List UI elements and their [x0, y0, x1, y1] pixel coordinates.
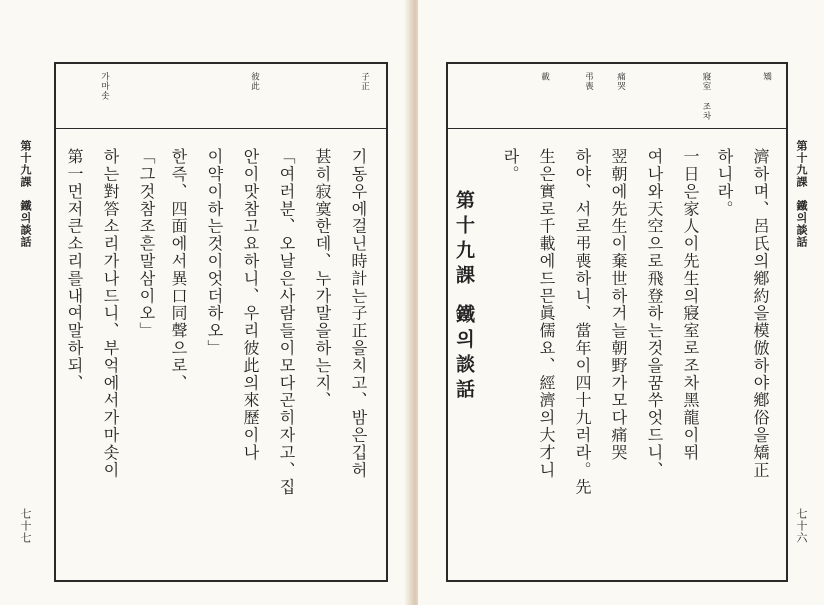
right-edge-header: 第十九課 鐵의談話	[795, 140, 808, 248]
left-edge-header: 第十九課 鐵의談話	[19, 140, 32, 248]
gloss-5: 載	[539, 72, 550, 82]
gloss-3: 痛哭	[615, 72, 626, 91]
text-column: 라。	[501, 148, 520, 183]
text-column: 기동우에걸닌時計는子正을치고、밤은깁허	[349, 148, 368, 479]
text-column: 甚히寂寞한데、누가말을하는지、	[313, 148, 332, 409]
right-text-frame	[446, 62, 788, 582]
text-column: 第一먼저큰소리를내여말하되、	[65, 148, 84, 392]
left-page-number: 七十七	[19, 508, 32, 544]
text-column: 하니라。	[715, 148, 734, 218]
left-header-rule	[56, 128, 386, 129]
gloss-1: 子正	[359, 72, 370, 91]
lesson-title-column	[454, 190, 473, 404]
right-header-rule	[448, 128, 786, 129]
right-page-number: 七十六	[795, 508, 808, 544]
gloss-2: 寢室 조차	[701, 72, 711, 121]
text-column: 翌朝에先生이棄世하거늘朝野가모다痛哭	[609, 148, 628, 462]
text-column: 한즉、四面에서異口同聲으로、	[169, 148, 188, 392]
text-column: 生은實로千載에드믄眞儒요、經濟의大才니	[537, 148, 556, 479]
text-column: 一日은家人이先生의寢室로조차黑龍이뛰	[681, 148, 700, 462]
gloss-3: 가마솟	[99, 72, 110, 101]
gloss-1: 矯	[761, 72, 772, 82]
text-column: 이약이하는것이엇더하오」	[205, 148, 224, 357]
left-text-frame	[54, 62, 388, 582]
text-column: 여나와天空으로飛登하는것을꿈쑤엇드니、	[645, 148, 664, 479]
text-column: 하야、서로弔喪하니、當年이四十九러라。先	[573, 148, 592, 496]
text-column: 「그것참조흔말삼이오」	[137, 148, 156, 340]
text-column: 濟하며、呂氏의鄕約을模倣하야鄕俗을矯正	[751, 148, 770, 479]
lesson-subtitle: 鐵의談話	[453, 304, 475, 404]
text-column: 하는對答소리가나드니、부억에서가마솟이	[101, 148, 120, 479]
lesson-title: 第十九課	[453, 190, 475, 290]
text-column: 안이맛참고요하니、우리彼此의來歷이나	[241, 148, 260, 462]
text-column: 「여러분、오날은사람들이모다곤히자고、집	[277, 148, 296, 496]
gloss-4: 弔喪	[583, 72, 594, 91]
right-page	[418, 0, 824, 605]
gloss-2: 彼此	[249, 72, 260, 91]
